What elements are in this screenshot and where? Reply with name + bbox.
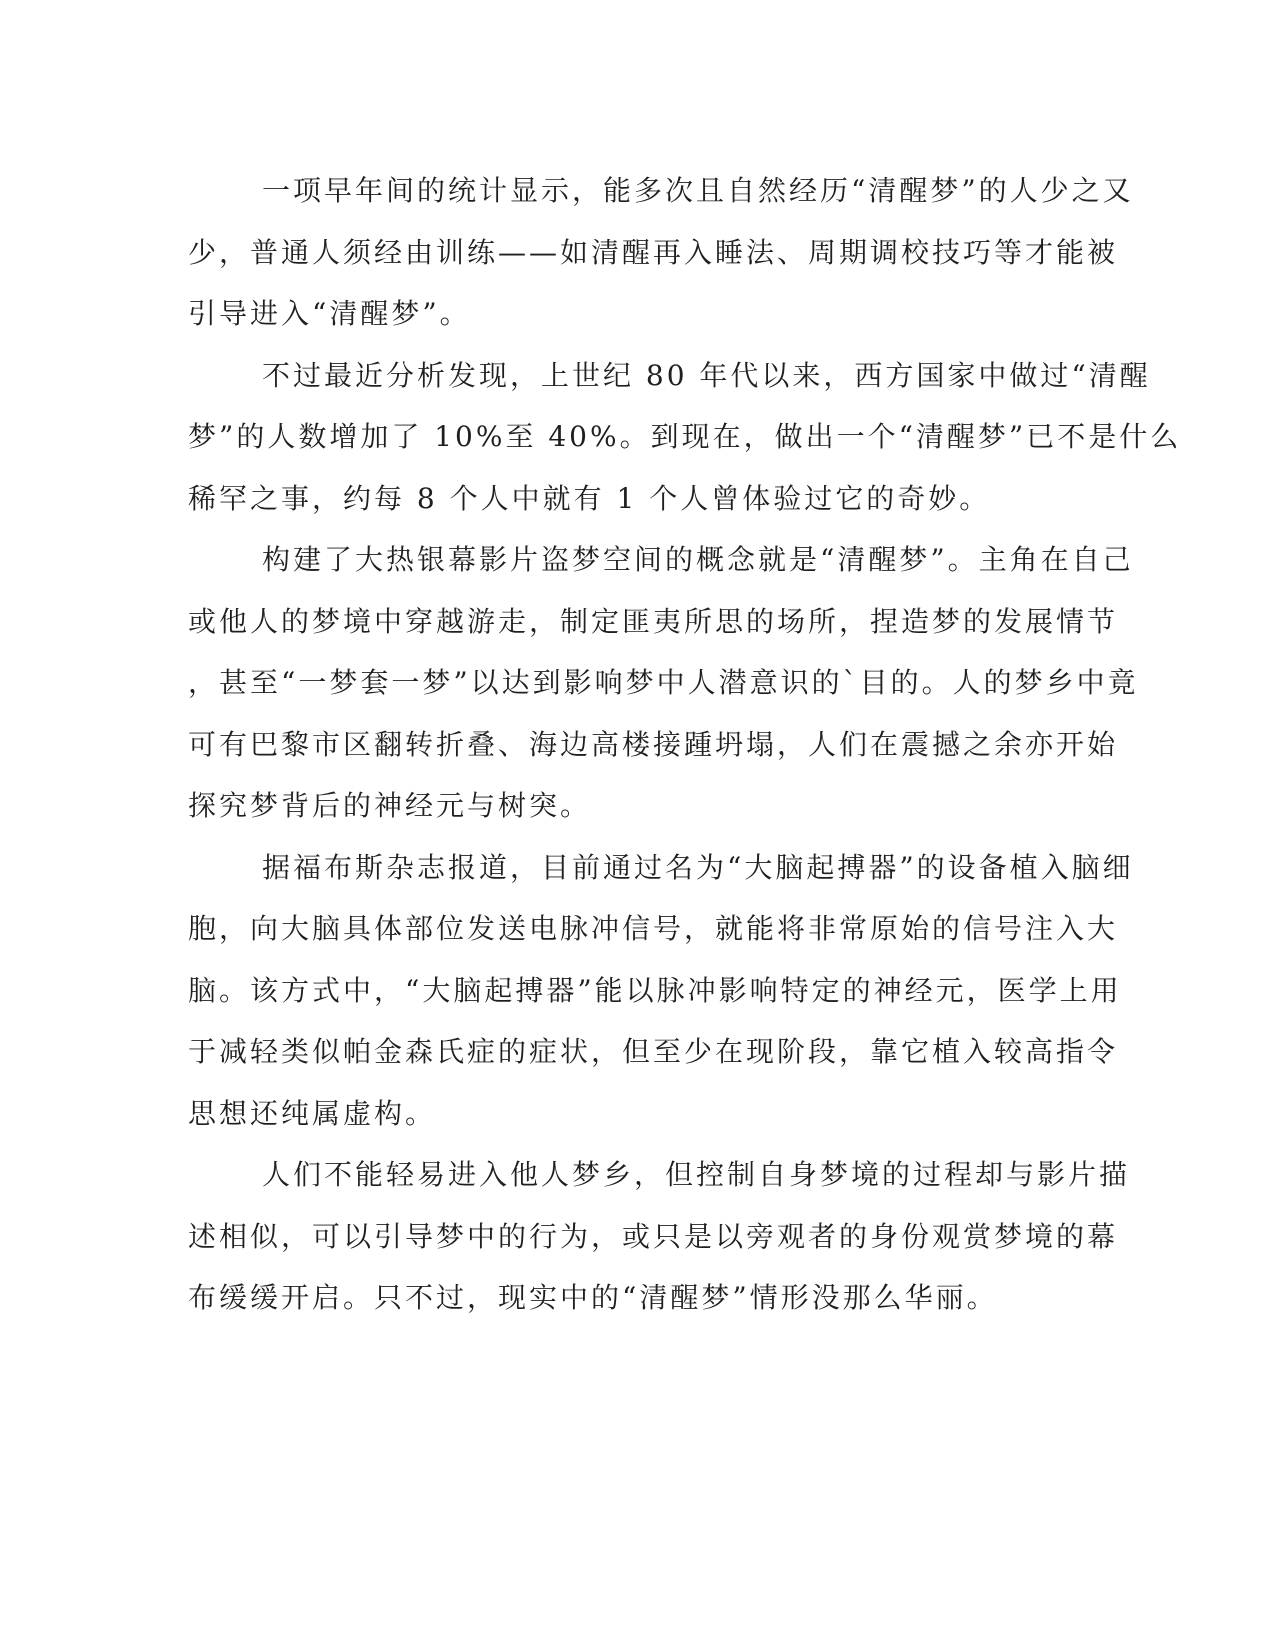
text-line: 思想还纯属虚构。 [188, 1096, 437, 1130]
paragraph-2 [188, 345, 1182, 530]
text-line: 人们不能轻易进入他人梦乡，但控制自身梦境的过程却与影片描 [262, 1158, 1131, 1191]
text-line: 一项早年间的统计显示，能多次且自然经历“清醒梦”的人少之又 [262, 174, 1134, 207]
text-line: 述相似，可以引导梦中的行为，或只是以旁观者的身份观赏梦境的幕 [188, 1219, 1119, 1253]
document-body [188, 160, 1182, 1329]
paragraph-4 [188, 837, 1134, 1145]
text-line: 胞，向大脑具体部位发送电脉冲信号，就能将非常原始的信号注入大 [188, 912, 1119, 945]
paragraph-3 [188, 529, 1139, 837]
text-line: 构建了大热银幕影片盗梦空间的概念就是“清醒梦”。主角在自己 [262, 543, 1134, 576]
text-line: 于减轻类似帕金森氏症的症状，但至少在现阶段，靠它植入较高指令 [188, 1035, 1119, 1068]
text-line: 可有巴黎市区翻转折叠、海边高楼接踵坍塌，人们在震撼之余亦开始 [188, 727, 1119, 761]
text-line: 少，普通人须经由训练——如清醒再入睡法、周期调校技巧等才能被 [188, 235, 1119, 269]
text-line: 布缓缓开启。只不过，现实中的“清醒梦”情形没那么华丽。 [188, 1281, 998, 1314]
text-line: 引导进入“清醒梦”。 [188, 297, 471, 330]
text-line: 据福布斯杂志报道，目前通过名为“大脑起搏器”的设备植入脑细 [262, 850, 1134, 884]
text-line: 稀罕之事，约每 8 个人中就有 1 个人曾体验过它的奇妙。 [188, 481, 991, 515]
text-line: 探究梦背后的神经元与树突。 [188, 789, 592, 822]
text-line: 脑。该方式中，“大脑起搏器”能以脉冲影响特定的神经元，医学上用 [188, 973, 1122, 1007]
text-line: ，甚至“一梦套一梦”以达到影响梦中人潜意识的`目的。人的梦乡中竟 [188, 666, 1139, 699]
paragraph-5 [188, 1144, 1131, 1329]
paragraph-1 [188, 160, 1134, 345]
text-line: 梦”的人数增加了 10%至 40%。到现在，做出一个“清醒梦”已不是什么 [188, 420, 1182, 453]
text-line: 不过最近分析发现，上世纪 80 年代以来，西方国家中做过“清醒 [262, 358, 1151, 392]
text-line: 或他人的梦境中穿越游走，制定匪夷所思的场所，捏造梦的发展情节 [188, 604, 1119, 638]
